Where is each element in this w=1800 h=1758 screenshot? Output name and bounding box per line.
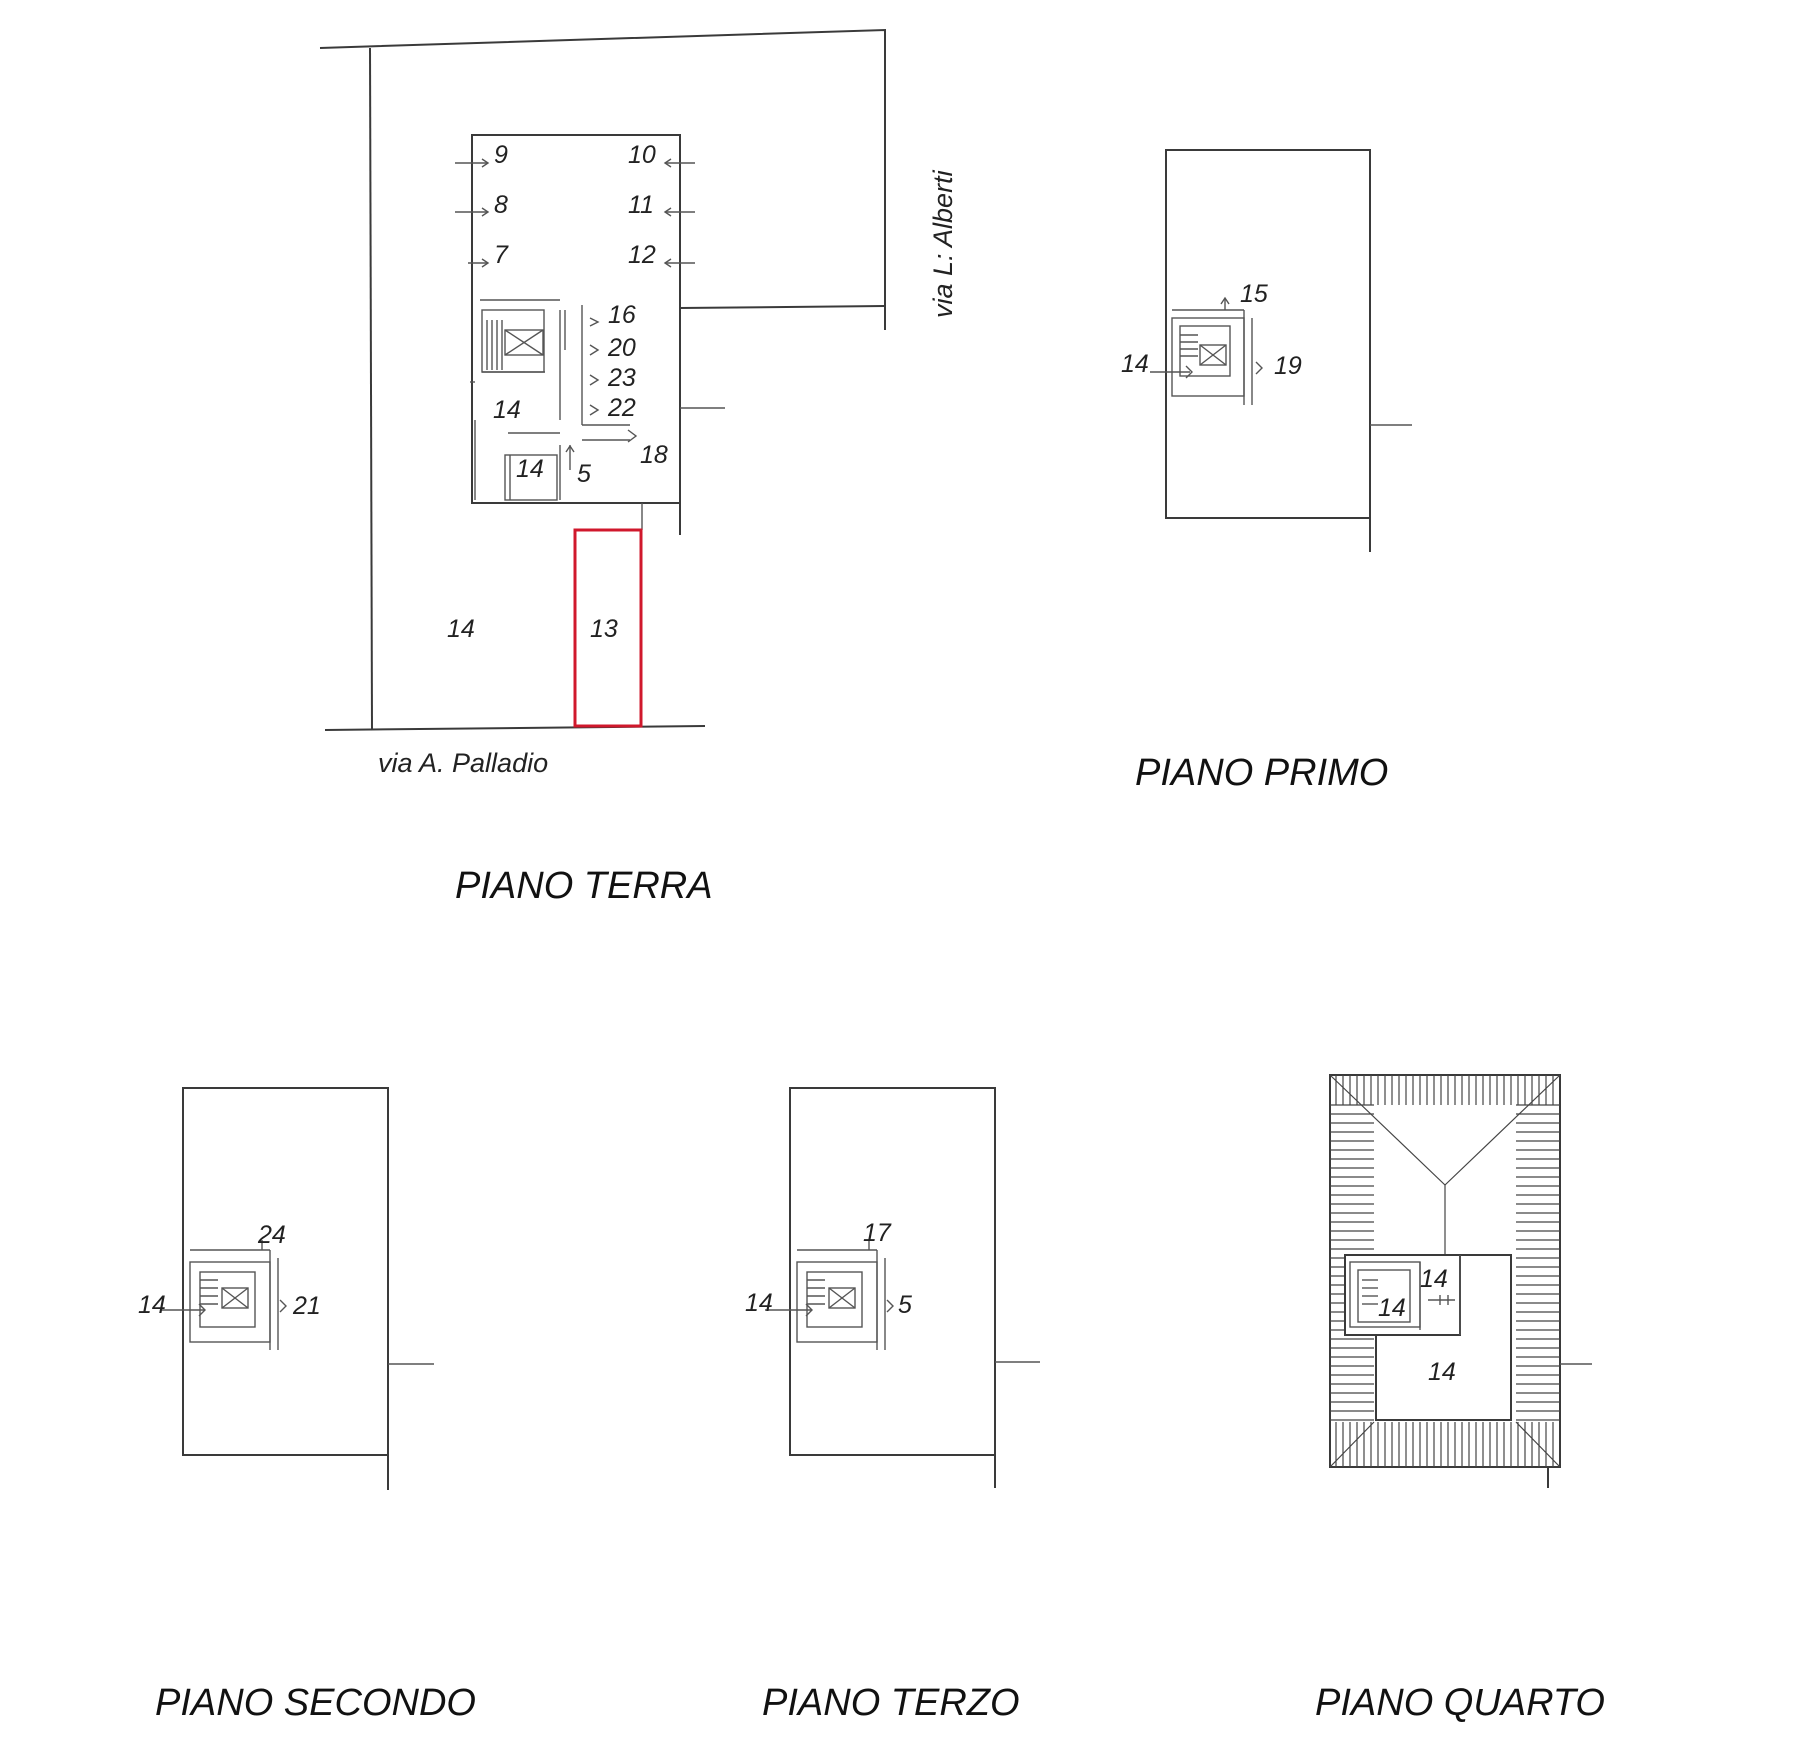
label-sub: 5 — [898, 1291, 912, 1319]
label-sub: 17 — [863, 1219, 891, 1247]
label-sub: 14 — [138, 1291, 166, 1319]
label-sub: 14 — [516, 455, 544, 483]
label-sub: 14 — [1121, 350, 1149, 378]
label-sub: 10 — [628, 141, 656, 169]
floor-plan-terra — [320, 30, 958, 907]
label-sub: 20 — [608, 334, 636, 362]
label-sub: 12 — [628, 241, 656, 269]
stair-core-secondo — [160, 1240, 286, 1350]
floor-plan-quarto — [1315, 1075, 1605, 1724]
floor-plan-terzo — [745, 1088, 1040, 1724]
label-sub: 13 — [590, 615, 618, 643]
label-sub: 22 — [608, 394, 636, 422]
label-sub: 5 — [577, 460, 591, 488]
floor-plan-secondo — [138, 1088, 476, 1724]
street-label-palladio: via A. Palladio — [378, 748, 549, 778]
floor-title-terra: PIANO TERRA — [455, 865, 713, 907]
label-sub: 19 — [1274, 352, 1302, 380]
label-sub: 23 — [608, 364, 636, 392]
label-sub: 14 — [493, 396, 521, 424]
label-sub: 16 — [608, 301, 636, 329]
label-sub: 8 — [494, 191, 508, 219]
floor-title-terzo: PIANO TERZO — [762, 1682, 1020, 1724]
floor-title-primo: PIANO PRIMO — [1135, 752, 1389, 794]
label-sub: 9 — [494, 141, 508, 169]
floor-plan-primo — [1121, 150, 1412, 794]
label-sub: 14 — [447, 615, 475, 643]
floor-title-quarto: PIANO QUARTO — [1315, 1682, 1605, 1724]
label-sub: 15 — [1240, 280, 1268, 308]
label-sub: 14 — [1428, 1358, 1456, 1386]
label-sub: 14 — [1378, 1294, 1406, 1322]
label-sub: 18 — [640, 441, 668, 469]
label-sub: 21 — [293, 1292, 321, 1320]
label-sub: 14 — [1420, 1265, 1448, 1293]
stair-core-terzo — [765, 1240, 893, 1350]
label-sub: 7 — [494, 241, 508, 269]
label-sub: 11 — [628, 191, 654, 219]
floor-title-secondo: PIANO SECONDO — [155, 1682, 476, 1724]
street-label-alberti: via L: Alberti — [928, 170, 958, 318]
label-sub: 14 — [745, 1289, 773, 1317]
label-sub: 24 — [258, 1221, 286, 1249]
